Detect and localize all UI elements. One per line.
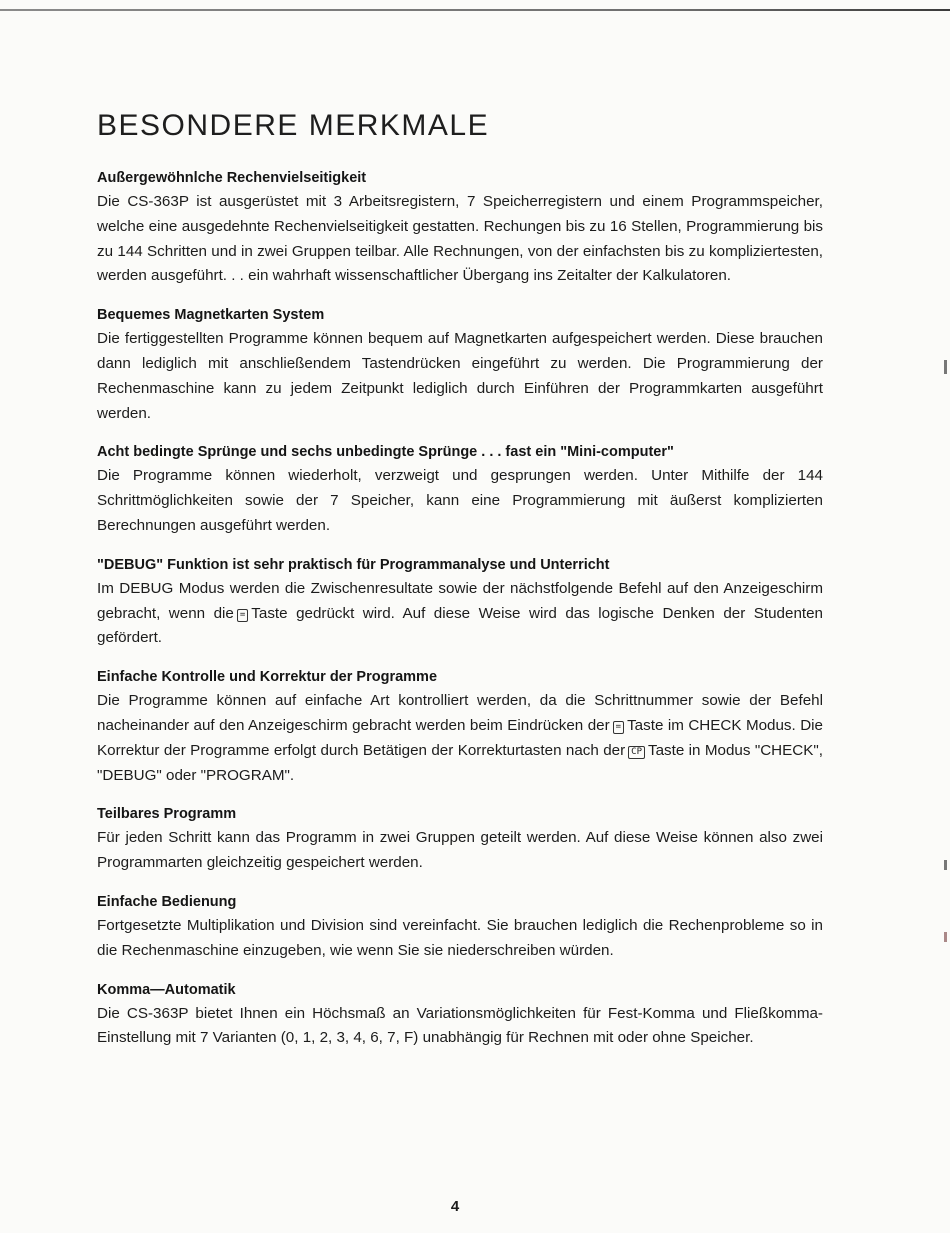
section-text: Die CS-363P ist ausgerüstet mit 3 Arbeitsregistern, 7 Speicherregistern und einem Programmspeicher, welche eine ausgedehnte Rechenvielseitigkeit gestatten. Rechungen bis zu 16 Stellen, Programmierung bis zu 144 Schritten und in zwei Gruppen teilbar. Alle Rechnungen, von der einfachsten bis zu kompliziertesten, werden ausgeführt. . . ein wahrhaft wissenschaftlicher Übergang ins Zeitalter der Kalkulatoren. [97, 193, 823, 285]
section-rechenvielseitigkeit [97, 166, 823, 289]
section-debug [97, 553, 823, 651]
section-heading: Komma—Automatik [97, 981, 236, 998]
text-part: Im DEBUG Modus werden die Zwischenresultate sowie der nächstfolgende Befehl auf den Anzeigeschirm gebracht, wenn die [97, 579, 823, 622]
section-bedienung [97, 890, 823, 964]
section-heading: "DEBUG" Funktion ist sehr praktisch für Programmanalyse und Unterricht [97, 556, 610, 573]
section-text [97, 689, 823, 788]
document-page [97, 108, 823, 1065]
right-edge-mark [944, 860, 947, 870]
section-text: Die fertiggestellten Programme können bequem auf Magnetkarten aufgespeichert werden. Diese brauchen dann lediglich mit anschließendem Tastendrücken eingeführt zu werden. Die Programmierung der Rechenmaschine kann zu jedem Zeitpunkt lediglich durch Einführen der Programmkarten ausgeführt werden. [97, 330, 823, 422]
page-title: BESONDERE MERKMALE [97, 109, 490, 142]
text-part: Taste im CHECK Modus. Die Korrektur der Programme erfolgt durch Betätigen der Korrekturtasten nach der [97, 716, 823, 759]
equals-key-icon: = [237, 609, 248, 622]
top-edge-rule [0, 9, 950, 11]
page-number: 4 [450, 1198, 460, 1215]
section-kontrolle [97, 665, 823, 788]
text-part: Die Programme können auf einfache Art kontrolliert werden, da die Schrittnummer sowie der Befehl nacheinander auf den Anzeigeschirm gebracht werden beim Eindrücken der [97, 692, 823, 734]
section-text: Für jeden Schritt kann das Programm in zwei Gruppen geteilt werden. Auf diese Weise können also zwei Programmarten gleichzeitig gespeichert werden. [97, 829, 823, 872]
section-komma-automatik [97, 978, 823, 1052]
section-text: Die CS-363P bietet Ihnen ein Höchsmaß an Variationsmöglichkeiten für Fest-Komma und Fließkomma-Einstellung mit 7 Varianten (0, 1, 2, 3, 4, 6, 7, F) unabhängig für Rechnen mit oder ohne Speicher. [97, 1004, 823, 1047]
equals-key-icon: = [613, 721, 624, 734]
section-text: Die Programme können wiederholt, verzweigt und gesprungen werden. Unter Mithilfe der 144 Schrittmöglichkeiten sowie der 7 Speicher, kann eine Programmierung mit äußerst komplizierten Berechnungen ausgeführt werden. [97, 467, 823, 534]
section-heading: Teilbares Programm [97, 806, 237, 823]
section-magnetkarten [97, 303, 823, 426]
section-heading: Acht bedingte Sprünge und sechs unbedingte Sprünge . . . fast ein "Mini-computer" [97, 444, 674, 461]
cp-key-icon: CP [628, 746, 645, 759]
section-heading: Einfache Kontrolle und Korrektur der Programme [97, 669, 438, 686]
text-part: Taste in Modus "CHECK", "DEBUG" oder "PROGRAM". [97, 741, 823, 784]
right-edge-mark [944, 360, 947, 374]
section-text: Fortgesetzte Multiplikation und Division sind vereinfacht. Sie brauchen lediglich die Rechenprobleme so in die Rechenmaschine einzugeben, wie wenn Sie sie niederschreiben würden. [97, 916, 823, 959]
section-text [97, 577, 823, 651]
section-heading: Bequemes Magnetkarten System [97, 307, 325, 324]
right-edge-mark [944, 932, 947, 942]
section-heading: Außergewöhnlche Rechenvielseitigkeit [97, 170, 367, 186]
text-part: Taste gedrückt wird. Auf diese Weise wird das logische Denken der Studenten gefördert. [97, 604, 823, 647]
section-teilbares-programm [97, 802, 823, 876]
section-spruenge [97, 440, 823, 538]
section-heading: Einfache Bedienung [97, 893, 237, 910]
